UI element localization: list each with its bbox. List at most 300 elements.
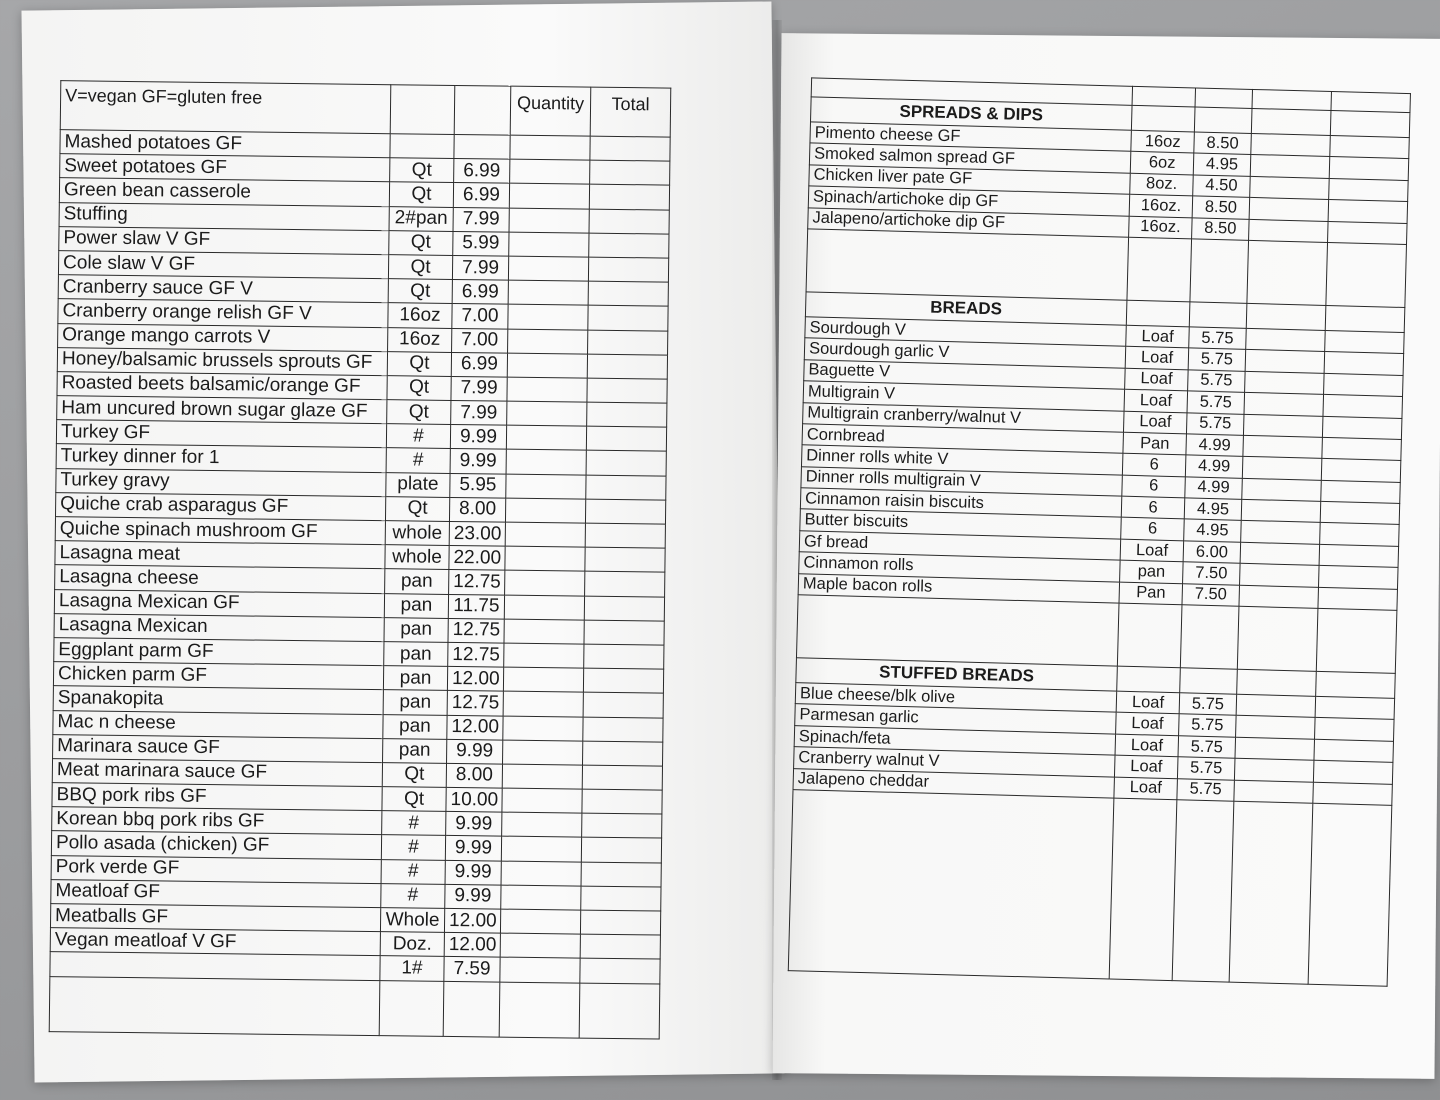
item-name: Blue cheese/blk olive xyxy=(795,683,1116,713)
item-unit: # xyxy=(381,859,445,884)
item-unit: plate xyxy=(386,472,450,497)
quantity-cell[interactable] xyxy=(500,957,580,982)
item-name: Lasagna Mexican GF xyxy=(54,589,384,617)
section-header-cell xyxy=(1126,300,1190,327)
section-header-cell xyxy=(1180,668,1237,694)
total-cell xyxy=(587,402,667,427)
item-price: 7.00 xyxy=(452,328,508,353)
item-price: 7.50 xyxy=(1182,583,1239,606)
item-name: Pimento cheese GF xyxy=(810,122,1131,152)
item-unit: # xyxy=(386,424,450,449)
blank-cell xyxy=(1229,801,1313,984)
total-cell xyxy=(1315,696,1395,719)
total-cell xyxy=(582,813,662,838)
total-cell xyxy=(585,499,665,524)
item-price: 22.00 xyxy=(449,546,505,571)
item-unit: Qt xyxy=(385,496,449,521)
item-price: 7.99 xyxy=(453,207,509,232)
item-unit: 6 xyxy=(1122,475,1186,498)
item-name: Spinach/artichoke dip GF xyxy=(808,186,1129,216)
item-price: 7.99 xyxy=(451,401,507,426)
item-unit: Loaf xyxy=(1123,411,1187,434)
quantity-cell[interactable] xyxy=(509,208,589,233)
blank-cell xyxy=(1127,237,1192,302)
item-name: Spanakopita xyxy=(53,686,383,714)
quantity-cell[interactable] xyxy=(504,595,584,620)
quantity-cell[interactable] xyxy=(503,740,583,765)
item-price: 11.75 xyxy=(448,594,504,619)
total-cell xyxy=(582,789,662,814)
item-name: Quiche spinach mushroom GF xyxy=(55,517,385,545)
quantity-cell[interactable] xyxy=(508,329,588,354)
item-unit: # xyxy=(381,883,445,908)
total-cell xyxy=(588,330,668,355)
total-header: Total xyxy=(590,87,671,137)
quantity-cell[interactable] xyxy=(508,304,588,329)
quantity-cell[interactable] xyxy=(1251,133,1331,156)
item-price: 6.99 xyxy=(452,280,508,305)
total-cell xyxy=(585,571,665,596)
item-price: 8.50 xyxy=(1192,196,1249,219)
item-name: Multigrain cranberry/walnut V xyxy=(803,402,1124,432)
item-unit: pan xyxy=(384,593,448,618)
item-unit: Loaf xyxy=(1114,777,1178,800)
blank-cell xyxy=(1326,242,1407,307)
item-price xyxy=(454,134,510,159)
quantity-cell[interactable] xyxy=(502,788,582,813)
item-price: 5.75 xyxy=(1188,348,1245,371)
blank-cell xyxy=(1316,608,1397,673)
quantity-cell[interactable] xyxy=(501,837,581,862)
quantity-cell[interactable] xyxy=(505,522,585,547)
quantity-cell[interactable] xyxy=(1244,392,1324,415)
blank-cell xyxy=(1308,803,1392,986)
quantity-cell[interactable] xyxy=(508,280,588,305)
item-unit: 16oz xyxy=(388,327,452,352)
quantity-cell[interactable] xyxy=(1245,350,1325,373)
quantity-cell[interactable] xyxy=(503,716,583,741)
item-name: Sourdough garlic V xyxy=(804,338,1125,368)
total-cell xyxy=(586,475,666,500)
quantity-cell[interactable] xyxy=(506,425,586,450)
item-name: Smoked salmon spread GF xyxy=(809,143,1130,173)
item-price: 9.99 xyxy=(450,449,506,474)
blank-cell xyxy=(1172,800,1233,982)
quantity-cell[interactable] xyxy=(1242,457,1322,480)
blank-cell xyxy=(1117,603,1182,668)
total-cell xyxy=(1323,373,1403,396)
section-header-cell xyxy=(1325,305,1405,332)
total-cell xyxy=(1325,330,1405,353)
total-cell xyxy=(585,523,665,548)
total-cell xyxy=(580,934,660,959)
item-name: Pollo asada (chicken) GF xyxy=(51,831,381,859)
item-name: Baguette V xyxy=(804,360,1125,390)
item-name: Sweet potatoes GF xyxy=(60,154,390,182)
blank-cell xyxy=(1181,605,1239,669)
item-name: Korean bbq pork ribs GF xyxy=(52,807,382,835)
item-name: Cranberry walnut V xyxy=(794,747,1115,777)
section-header-cell xyxy=(1251,108,1331,135)
total-cell xyxy=(1329,157,1409,180)
quantity-cell[interactable] xyxy=(504,619,584,644)
item-unit: 8oz. xyxy=(1130,173,1194,196)
blank-cell xyxy=(499,982,580,1038)
quantity-cell[interactable] xyxy=(1249,176,1329,199)
item-price: 9.99 xyxy=(445,884,501,909)
item-price: 12.00 xyxy=(447,715,503,740)
total-cell xyxy=(586,451,666,476)
quantity-cell[interactable] xyxy=(1239,585,1319,608)
item-price: 5.75 xyxy=(1178,757,1235,780)
item-unit: Qt xyxy=(382,787,446,812)
total-cell xyxy=(580,958,660,983)
quantity-cell[interactable] xyxy=(507,377,587,402)
item-unit: Qt xyxy=(388,255,452,280)
item-name: Chicken parm GF xyxy=(53,662,383,690)
total-cell xyxy=(581,886,661,911)
item-unit: Qt xyxy=(387,351,451,376)
item-unit: Loaf xyxy=(1116,691,1180,714)
total-cell xyxy=(589,185,669,210)
total-cell xyxy=(1318,587,1398,610)
item-price: 5.75 xyxy=(1179,714,1236,737)
total-cell xyxy=(1313,760,1393,783)
item-price: 5.75 xyxy=(1187,391,1244,414)
section-header-cell xyxy=(1330,111,1410,138)
item-name: Ham uncured brown sugar glaze GF xyxy=(57,396,387,424)
total-cell xyxy=(582,765,662,790)
quantity-cell[interactable] xyxy=(501,885,581,910)
total-cell xyxy=(589,209,669,234)
quantity-cell[interactable] xyxy=(501,861,581,886)
item-name: Lasagna meat xyxy=(55,541,385,569)
item-name: Turkey gravy xyxy=(56,468,386,496)
quantity-cell[interactable] xyxy=(505,498,585,523)
item-price: 12.75 xyxy=(447,691,503,716)
total-cell xyxy=(1323,395,1403,418)
item-unit: Qt xyxy=(388,279,452,304)
quantity-cell[interactable] xyxy=(1235,716,1315,739)
item-unit: Qt xyxy=(387,376,451,401)
total-cell xyxy=(1320,501,1400,524)
item-name: BBQ pork ribs GF xyxy=(52,783,382,811)
item-unit: whole xyxy=(385,521,449,546)
right-order-table xyxy=(788,77,1411,986)
blank-cell xyxy=(796,595,1119,666)
blank-cell xyxy=(1237,606,1318,671)
quantity-cell[interactable] xyxy=(1243,414,1323,437)
item-price: 6.00 xyxy=(1183,541,1240,564)
item-name: Spinach/feta xyxy=(794,725,1115,755)
item-price: 4.50 xyxy=(1193,175,1250,198)
item-price: 4.95 xyxy=(1184,498,1241,521)
item-unit: 6 xyxy=(1121,496,1185,519)
total-cell xyxy=(1314,739,1394,762)
legend-text: V=vegan GF=gluten free xyxy=(60,81,391,134)
quantity-cell[interactable] xyxy=(505,570,585,595)
item-unit: # xyxy=(386,448,450,473)
section-header-cell xyxy=(1117,666,1181,693)
total-cell xyxy=(587,354,667,379)
item-price: 12.00 xyxy=(444,908,500,933)
quantity-cell[interactable] xyxy=(1248,219,1328,242)
item-unit: 6oz xyxy=(1130,152,1194,175)
total-cell xyxy=(1330,135,1410,158)
item-price: 9.99 xyxy=(445,836,501,861)
blank-cell xyxy=(806,229,1129,300)
item-price: 12.00 xyxy=(447,667,503,692)
item-price: 5.75 xyxy=(1187,412,1244,435)
total-cell xyxy=(589,233,669,258)
total-cell xyxy=(584,644,664,669)
item-unit: Loaf xyxy=(1126,325,1190,348)
item-unit: Qt xyxy=(382,763,446,788)
quantity-cell[interactable] xyxy=(1250,155,1330,178)
item-unit: pan xyxy=(383,714,447,739)
total-cell xyxy=(1318,566,1398,589)
total-cell xyxy=(1322,416,1402,439)
item-unit: # xyxy=(381,835,445,860)
item-unit: whole xyxy=(385,545,449,570)
item-name: Honey/balsamic brussels sprouts GF xyxy=(57,347,387,375)
right-page xyxy=(772,33,1440,1079)
item-price: 8.00 xyxy=(446,763,502,788)
blank-cell xyxy=(379,980,444,1036)
item-unit: pan xyxy=(384,617,448,642)
item-price: 7.99 xyxy=(452,255,508,280)
item-unit: 16oz xyxy=(1131,130,1195,153)
item-unit: pan xyxy=(385,569,449,594)
quantity-cell[interactable] xyxy=(504,643,584,668)
item-unit: Loaf xyxy=(1115,734,1179,757)
quantity-cell[interactable] xyxy=(502,764,582,789)
item-unit xyxy=(390,134,454,159)
item-unit: Loaf xyxy=(1116,713,1180,736)
quantity-cell[interactable] xyxy=(502,812,582,837)
blank-cell xyxy=(579,983,660,1039)
item-price: 5.75 xyxy=(1177,778,1234,801)
item-name: Multigrain V xyxy=(803,381,1124,411)
item-price: 7.99 xyxy=(451,376,507,401)
quantity-cell[interactable] xyxy=(509,232,589,257)
item-price: 4.95 xyxy=(1184,519,1241,542)
spacer-row xyxy=(788,790,1392,987)
item-name: Orange mango carrots V xyxy=(58,323,388,351)
item-unit: Loaf xyxy=(1120,539,1184,562)
item-price: 8.50 xyxy=(1192,217,1249,240)
item-price: 8.50 xyxy=(1194,132,1251,155)
item-price: 12.75 xyxy=(449,570,505,595)
item-price: 9.99 xyxy=(445,860,501,885)
total-cell xyxy=(583,717,663,742)
item-unit: Whole xyxy=(380,908,444,933)
section-title: BREADS xyxy=(805,292,1127,325)
section-header-cell xyxy=(1131,105,1195,132)
left-page xyxy=(21,1,784,1082)
total-cell xyxy=(1321,480,1401,503)
item-unit: Qt xyxy=(389,230,453,255)
quantity-cell[interactable] xyxy=(503,691,583,716)
quantity-cell[interactable] xyxy=(1236,694,1316,717)
item-name: Meatloaf GF xyxy=(51,879,381,907)
item-price: 5.75 xyxy=(1189,327,1246,350)
item-name: Meatballs GF xyxy=(50,904,380,932)
item-price: 4.99 xyxy=(1186,434,1243,457)
item-name: Meat marinara sauce GF xyxy=(52,758,382,786)
item-name: Dinner rolls white V xyxy=(801,445,1122,475)
item-price: 23.00 xyxy=(449,521,505,546)
blank-cell xyxy=(788,790,1114,979)
quantity-cell[interactable] xyxy=(1249,198,1329,221)
item-name: Maple bacon rolls xyxy=(798,573,1119,603)
item-name: Mac n cheese xyxy=(53,710,383,738)
item-unit: Qt xyxy=(387,400,451,425)
item-unit: pan xyxy=(1120,560,1184,583)
item-name: Cornbread xyxy=(802,424,1123,454)
item-unit: Qt xyxy=(389,182,453,207)
blank-cell xyxy=(49,976,380,1035)
total-cell xyxy=(1324,352,1404,375)
quantity-cell[interactable] xyxy=(500,933,580,958)
total-cell xyxy=(583,668,663,693)
item-name: Green bean casserole xyxy=(59,178,389,206)
item-unit: Loaf xyxy=(1114,755,1178,778)
item-price: 5.95 xyxy=(450,473,506,498)
total-cell xyxy=(590,136,670,161)
item-name: Mashed potatoes GF xyxy=(60,130,390,158)
section-title: SPREADS & DIPS xyxy=(811,97,1133,130)
total-cell xyxy=(1328,200,1408,223)
item-name: Cranberry sauce GF V xyxy=(58,275,388,303)
item-price: 8.00 xyxy=(449,497,505,522)
item-price: 7.50 xyxy=(1183,562,1240,585)
item-price: 12.00 xyxy=(444,933,500,958)
section-header-cell xyxy=(1246,303,1326,330)
item-unit: 6 xyxy=(1122,453,1186,476)
total-cell xyxy=(581,862,661,887)
item-name: Cranberry orange relish GF V xyxy=(58,299,388,327)
item-name: Butter biscuits xyxy=(800,509,1121,539)
section-header-cell xyxy=(1190,302,1247,328)
total-cell xyxy=(1319,544,1399,567)
quantity-cell[interactable] xyxy=(1234,758,1314,781)
item-price: 4.99 xyxy=(1186,455,1243,478)
quantity-cell[interactable] xyxy=(1239,564,1319,587)
quantity-cell[interactable] xyxy=(1234,780,1314,803)
item-price: 4.99 xyxy=(1185,477,1242,500)
item-unit: Pan xyxy=(1119,582,1183,605)
item-price: 5.75 xyxy=(1188,370,1245,393)
quantity-cell[interactable] xyxy=(500,909,580,934)
quantity-cell[interactable] xyxy=(1235,737,1315,760)
item-unit: Pan xyxy=(1123,432,1187,455)
item-unit: 2#pan xyxy=(389,206,453,231)
total-cell xyxy=(581,838,661,863)
item-name: Gf bread xyxy=(799,531,1120,561)
quantity-cell[interactable] xyxy=(507,353,587,378)
quantity-cell[interactable] xyxy=(1240,521,1320,544)
total-cell xyxy=(1329,178,1409,201)
item-price: 5.99 xyxy=(453,231,509,256)
blank-cell xyxy=(1247,240,1328,305)
quantity-cell[interactable] xyxy=(1241,499,1321,522)
item-name: Turkey dinner for 1 xyxy=(56,444,386,472)
quantity-cell[interactable] xyxy=(508,256,588,281)
quantity-cell[interactable] xyxy=(506,474,586,499)
item-price: 7.00 xyxy=(452,304,508,329)
blank-row xyxy=(49,976,660,1038)
item-name: Power slaw V GF xyxy=(59,226,389,254)
item-price: 7.59 xyxy=(444,957,500,982)
item-unit: Doz. xyxy=(380,932,444,957)
quantity-cell[interactable] xyxy=(1242,478,1322,501)
total-cell xyxy=(1322,437,1402,460)
item-unit: # xyxy=(382,811,446,836)
total-cell xyxy=(583,741,663,766)
item-unit: pan xyxy=(383,738,447,763)
item-name: Marinara sauce GF xyxy=(53,734,383,762)
quantity-cell[interactable] xyxy=(1244,371,1324,394)
total-cell xyxy=(586,426,666,451)
item-price: 10.00 xyxy=(446,787,502,812)
item-name: Pork verde GF xyxy=(51,855,381,883)
total-cell xyxy=(1321,459,1401,482)
section-title: STUFFED BREADS xyxy=(796,658,1118,691)
section-header-cell xyxy=(1315,671,1395,698)
quantity-cell[interactable] xyxy=(509,184,589,209)
quantity-cell[interactable] xyxy=(1243,435,1323,458)
total-cell xyxy=(580,910,660,935)
total-cell xyxy=(1314,718,1394,741)
item-unit: 16oz. xyxy=(1129,194,1193,217)
blank-cell xyxy=(1190,239,1248,303)
total-cell xyxy=(588,281,668,306)
item-name: Roasted beets balsamic/orange GF xyxy=(57,372,387,400)
item-unit: Loaf xyxy=(1125,347,1189,370)
quantity-cell[interactable] xyxy=(510,135,590,160)
legend-row xyxy=(60,81,671,137)
section-header-cell xyxy=(1236,669,1316,696)
quantity-cell[interactable] xyxy=(510,159,590,184)
quantity-cell[interactable] xyxy=(507,401,587,426)
total-cell xyxy=(587,378,667,403)
quantity-cell[interactable] xyxy=(506,450,586,475)
item-price: 6.99 xyxy=(453,183,509,208)
total-cell xyxy=(1327,221,1407,244)
left-order-table xyxy=(49,80,672,1039)
item-price: 9.99 xyxy=(450,425,506,450)
item-unit: 16oz. xyxy=(1129,216,1193,239)
quantity-cell[interactable] xyxy=(1245,328,1325,351)
total-cell xyxy=(1319,523,1399,546)
item-name: Lasagna Mexican xyxy=(54,613,384,641)
quantity-cell[interactable] xyxy=(503,667,583,692)
item-price: 4.95 xyxy=(1193,153,1250,176)
item-name: Sourdough V xyxy=(805,317,1126,347)
section-header-cell xyxy=(1195,107,1252,133)
item-price: 6.99 xyxy=(451,352,507,377)
quantity-cell[interactable] xyxy=(505,546,585,571)
total-cell xyxy=(588,305,668,330)
item-name: Jalapeno cheddar xyxy=(793,768,1114,798)
item-name: Eggplant parm GF xyxy=(54,638,384,666)
item-price: 9.99 xyxy=(447,739,503,764)
item-price: 9.99 xyxy=(446,812,502,837)
item-name: Cinnamon rolls xyxy=(799,552,1120,582)
item-unit: Loaf xyxy=(1124,389,1188,412)
quantity-cell[interactable] xyxy=(1240,542,1320,565)
